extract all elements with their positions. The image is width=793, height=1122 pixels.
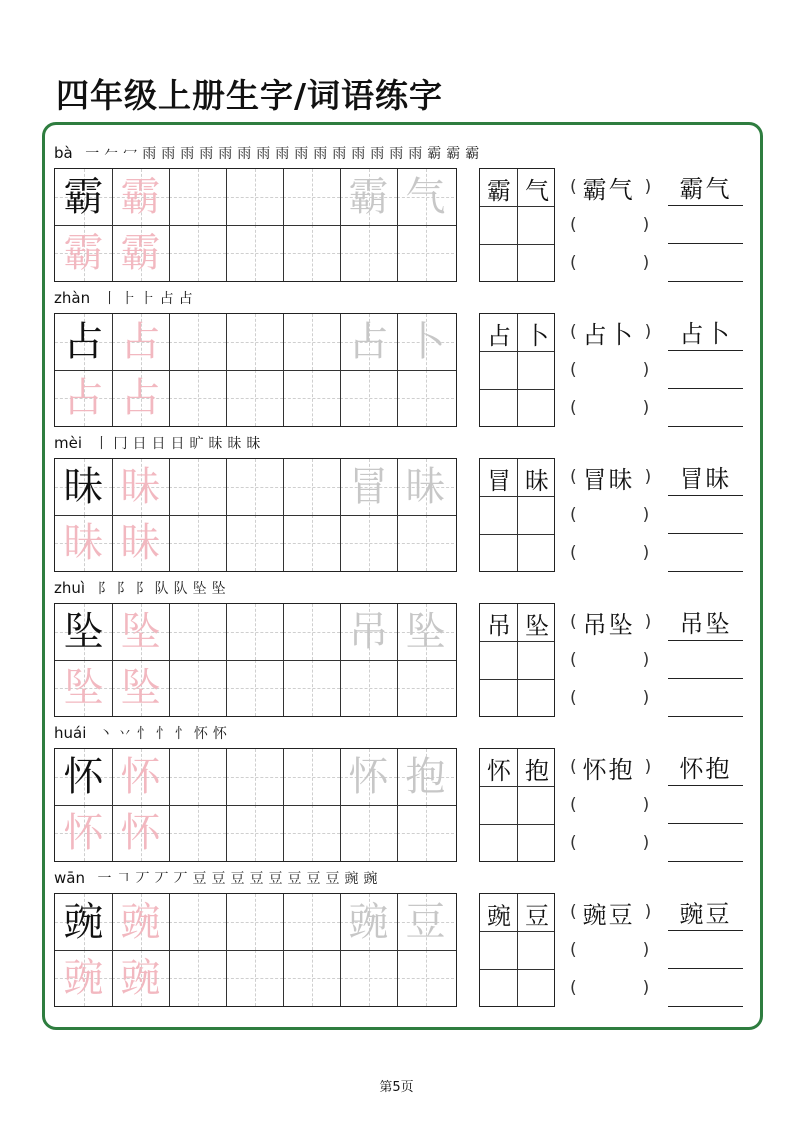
word-hint-character: 吊 [348, 609, 389, 655]
stroke-step: 𠃍 [116, 871, 131, 887]
stroke-step: 豆 [249, 871, 264, 887]
pinyin-label: mèi [54, 434, 83, 452]
stroke-step: 豆 [306, 871, 321, 887]
word-hint-character: 坠 [405, 609, 446, 655]
grid-cell[interactable] [283, 459, 340, 515]
trace-character: 怀 [120, 810, 161, 856]
stroke-step: 雨 [142, 146, 157, 162]
grid-cell[interactable] [226, 950, 283, 1006]
stroke-step: 占 [159, 291, 174, 307]
paren-word: 占卜 [582, 320, 635, 349]
character-section [0, 281, 793, 426]
stroke-step: 雨 [332, 146, 347, 162]
paren-blank[interactable]: ( ) [570, 398, 650, 418]
grid-cell[interactable] [397, 660, 454, 716]
stroke-order [95, 578, 228, 598]
paren-word: 冒昧 [582, 465, 635, 494]
answer-line[interactable] [668, 534, 743, 572]
answer-line[interactable] [668, 351, 743, 389]
grid-cell[interactable] [283, 370, 340, 426]
trace-character: 昧 [63, 520, 104, 566]
stroke-step: 丆 [173, 871, 188, 887]
trace-character: 坠 [120, 665, 161, 711]
answer-line[interactable] [668, 679, 743, 717]
model-character: 豌 [63, 899, 104, 945]
stroke-order [100, 288, 195, 308]
paren-blank[interactable]: ( ) [570, 688, 650, 708]
grid-cell[interactable] [283, 660, 340, 716]
practice-grid [54, 168, 457, 282]
word-character: 占 [487, 321, 511, 350]
practice-grid [54, 603, 457, 717]
trace-character: 豌 [120, 899, 161, 945]
stroke-step: 豆 [325, 871, 340, 887]
paren-word: 豌豆 [582, 900, 635, 929]
grid-cell[interactable] [169, 225, 226, 281]
paren-blank: ( 冒昧 ) [570, 458, 651, 496]
grid-cell[interactable] [283, 515, 340, 571]
grid-cell[interactable] [226, 660, 283, 716]
stroke-step: 一 [97, 871, 112, 887]
stroke-step: 坠 [192, 581, 207, 597]
answer-line[interactable] [668, 641, 743, 679]
trace-character: 豌 [120, 955, 161, 1001]
word-hint-character: 昧 [405, 464, 446, 510]
paren-blank: ( 豌豆 ) [570, 893, 651, 931]
stroke-step: 旷 [189, 436, 204, 452]
paren-word: 吊坠 [582, 610, 635, 639]
grid-divider [480, 969, 554, 970]
stroke-step: 冖 [123, 146, 138, 162]
grid-cell[interactable] [169, 894, 226, 950]
trace-character: 霸 [120, 230, 161, 276]
pinyin-label: zhuì [54, 579, 86, 597]
answer-line[interactable] [668, 206, 743, 244]
grid-cell[interactable] [283, 805, 340, 861]
stroke-step: 阝 [116, 581, 131, 597]
practice-grid [54, 458, 457, 572]
answer-line[interactable] [668, 389, 743, 427]
grid-cell[interactable] [226, 894, 283, 950]
word-hint-character: 抱 [405, 754, 446, 800]
trace-character: 占 [120, 319, 161, 365]
stroke-step: 丨 [94, 436, 109, 452]
word-grid [479, 893, 555, 1007]
grid-divider [480, 389, 554, 390]
practice-grid [54, 893, 457, 1007]
word-character: 豆 [525, 901, 549, 930]
stroke-step: 丨 [102, 291, 117, 307]
word-hint-character: 霸 [348, 174, 389, 220]
stroke-step: 怀 [193, 726, 208, 742]
stroke-step: 雨 [351, 146, 366, 162]
stroke-step: 雨 [237, 146, 252, 162]
paren-blank[interactable]: ( ) [570, 360, 650, 380]
grid-cell[interactable] [340, 660, 397, 716]
word-character: 怀 [487, 756, 511, 785]
stroke-step: 雨 [389, 146, 404, 162]
grid-cell[interactable] [169, 459, 226, 515]
grid-divider [480, 534, 554, 535]
practice-grid [54, 313, 457, 427]
stroke-step: 豆 [230, 871, 245, 887]
stroke-step: 冂 [113, 436, 128, 452]
grid-cell[interactable] [397, 515, 454, 571]
paren-blank: ( 占卜 ) [570, 313, 651, 351]
grid-cell[interactable] [226, 805, 283, 861]
word-character: 坠 [525, 611, 549, 640]
word-character: 气 [525, 176, 549, 205]
grid-cell[interactable] [283, 749, 340, 805]
stroke-step: 霸 [427, 146, 442, 162]
answer-line-word: 豌豆 [668, 893, 743, 931]
grid-cell[interactable] [340, 225, 397, 281]
paren-blank[interactable]: ( ) [570, 505, 650, 525]
practice-grid [54, 748, 457, 862]
grid-cell[interactable] [226, 749, 283, 805]
stroke-step: 昧 [246, 436, 261, 452]
grid-cell[interactable] [283, 314, 340, 370]
word-character: 昧 [525, 466, 549, 495]
stroke-step: 雨 [218, 146, 233, 162]
answer-line-word: 占卜 [668, 313, 743, 351]
grid-cell[interactable] [169, 314, 226, 370]
stroke-step: 霸 [446, 146, 461, 162]
grid-cell[interactable] [283, 604, 340, 660]
stroke-step: 雨 [199, 146, 214, 162]
stroke-step: 雨 [313, 146, 328, 162]
stroke-step: 丆 [154, 871, 169, 887]
paren-blank[interactable]: ( ) [570, 215, 650, 235]
paren-blank: ( 怀抱 ) [570, 748, 651, 786]
stroke-step: 坠 [211, 581, 226, 597]
stroke-step: 豌 [344, 871, 359, 887]
answer-line[interactable] [668, 496, 743, 534]
stroke-step: 豆 [268, 871, 283, 887]
grid-cell[interactable] [169, 660, 226, 716]
word-hint-character: 冒 [348, 464, 389, 510]
stroke-step: 日 [151, 436, 166, 452]
stroke-step: 昧 [227, 436, 242, 452]
grid-cell[interactable] [226, 459, 283, 515]
stroke-order [83, 143, 482, 163]
grid-cell[interactable] [169, 950, 226, 1006]
grid-divider [480, 824, 554, 825]
trace-character: 占 [63, 375, 104, 421]
stroke-step: 雨 [294, 146, 309, 162]
model-character: 昧 [63, 464, 104, 510]
stroke-step: 忄 [136, 726, 151, 742]
pinyin-label: wān [54, 869, 85, 887]
grid-cell[interactable] [169, 604, 226, 660]
grid-cell[interactable] [283, 950, 340, 1006]
grid-cell[interactable] [397, 805, 454, 861]
trace-character: 昧 [120, 464, 161, 510]
word-hint-character: 占 [348, 319, 389, 365]
stroke-step: 丆 [135, 871, 150, 887]
grid-cell[interactable] [169, 805, 226, 861]
stroke-step: 一 [85, 146, 100, 162]
stroke-step: 怀 [212, 726, 227, 742]
trace-character: 坠 [120, 609, 161, 655]
word-hint-character: 气 [405, 174, 446, 220]
page-number: 第5页 [379, 1080, 414, 1095]
trace-character: 霸 [63, 230, 104, 276]
paren-blank: ( 吊坠 ) [570, 603, 651, 641]
word-character: 吊 [487, 611, 511, 640]
paren-blank[interactable]: ( ) [570, 940, 650, 960]
answer-line-word: 怀抱 [668, 748, 743, 786]
character-section [0, 136, 793, 281]
stroke-step: 丶 [98, 726, 113, 742]
stroke-step: 队 [173, 581, 188, 597]
answer-line[interactable] [668, 824, 743, 862]
paren-blank[interactable]: ( ) [570, 833, 650, 853]
pinyin-stroke-line [54, 718, 229, 748]
character-section [0, 426, 793, 571]
trace-character: 占 [120, 375, 161, 421]
model-character: 怀 [63, 754, 104, 800]
stroke-step: 𠂉 [104, 146, 119, 162]
stroke-step: 豆 [192, 871, 207, 887]
word-hint-character: 豆 [405, 899, 446, 945]
stroke-step: 阝 [135, 581, 150, 597]
pinyin-stroke-line [54, 428, 263, 458]
answer-line-word: 霸气 [668, 168, 743, 206]
grid-cell[interactable] [226, 225, 283, 281]
answer-line[interactable] [668, 931, 743, 969]
stroke-step: 日 [132, 436, 147, 452]
paren-word: 霸气 [582, 175, 635, 204]
stroke-step: 丷 [117, 726, 132, 742]
trace-character: 怀 [63, 810, 104, 856]
answer-line[interactable] [668, 786, 743, 824]
stroke-step: 雨 [275, 146, 290, 162]
page-title: 四年级上册生字/词语练字 [56, 76, 444, 115]
character-section [0, 716, 793, 861]
grid-cell[interactable] [283, 894, 340, 950]
word-character: 冒 [487, 466, 511, 495]
word-character: 霸 [487, 176, 511, 205]
stroke-step: 豆 [211, 871, 226, 887]
paren-word: 怀抱 [582, 755, 635, 784]
grid-cell[interactable] [226, 169, 283, 225]
stroke-order [92, 433, 263, 453]
grid-cell[interactable] [397, 950, 454, 1006]
model-character: 占 [63, 319, 104, 365]
stroke-step: 占 [178, 291, 193, 307]
grid-cell[interactable] [340, 370, 397, 426]
trace-character: 昧 [120, 520, 161, 566]
grid-cell[interactable] [169, 515, 226, 571]
answer-line-word: 吊坠 [668, 603, 743, 641]
trace-character: 豌 [63, 955, 104, 1001]
stroke-step: 雨 [161, 146, 176, 162]
paren-blank: ( 霸气 ) [570, 168, 651, 206]
paren-blank[interactable]: ( ) [570, 650, 650, 670]
grid-cell[interactable] [397, 370, 454, 426]
stroke-step: 昧 [208, 436, 223, 452]
grid-cell[interactable] [340, 950, 397, 1006]
stroke-step: 豆 [287, 871, 302, 887]
word-grid [479, 458, 555, 572]
pinyin-stroke-line [54, 138, 482, 168]
paren-blank[interactable]: ( ) [570, 543, 650, 563]
stroke-step: 雨 [408, 146, 423, 162]
stroke-step: 队 [154, 581, 169, 597]
paren-blank[interactable]: ( ) [570, 253, 650, 273]
word-hint-character: 豌 [348, 899, 389, 945]
model-character: 霸 [63, 174, 104, 220]
answer-line-word: 冒昧 [668, 458, 743, 496]
character-section [0, 571, 793, 716]
word-character: 卜 [525, 321, 549, 350]
word-grid [479, 313, 555, 427]
stroke-step: 豌 [363, 871, 378, 887]
grid-cell[interactable] [226, 314, 283, 370]
grid-cell[interactable] [340, 805, 397, 861]
model-character: 坠 [63, 609, 104, 655]
pinyin-stroke-line [54, 573, 228, 603]
word-hint-character: 怀 [348, 754, 389, 800]
word-grid [479, 748, 555, 862]
stroke-step: 阝 [97, 581, 112, 597]
grid-cell[interactable] [340, 515, 397, 571]
word-character: 抱 [525, 756, 549, 785]
stroke-step: 雨 [370, 146, 385, 162]
grid-cell[interactable] [226, 604, 283, 660]
grid-cell[interactable] [169, 169, 226, 225]
stroke-step: ⺊ [140, 291, 155, 307]
grid-cell[interactable] [226, 370, 283, 426]
character-section [0, 861, 793, 1006]
trace-character: 坠 [63, 665, 104, 711]
answer-line[interactable] [668, 969, 743, 1007]
word-grid [479, 603, 555, 717]
pinyin-label: bà [54, 144, 73, 162]
stroke-step: ⺊ [121, 291, 136, 307]
grid-cell[interactable] [169, 749, 226, 805]
trace-character: 怀 [120, 754, 161, 800]
answer-line[interactable] [668, 244, 743, 282]
grid-cell[interactable] [226, 515, 283, 571]
stroke-step: 雨 [180, 146, 195, 162]
stroke-order [96, 723, 229, 743]
paren-blank[interactable]: ( ) [570, 795, 650, 815]
stroke-step: 忄 [155, 726, 170, 742]
pinyin-label: huái [54, 724, 87, 742]
pinyin-stroke-line [54, 283, 195, 313]
word-grid [479, 168, 555, 282]
word-hint-character: 卜 [405, 319, 446, 365]
grid-cell[interactable] [397, 225, 454, 281]
pinyin-label: zhàn [54, 289, 91, 307]
paren-blank[interactable]: ( ) [570, 978, 650, 998]
grid-cell[interactable] [169, 370, 226, 426]
stroke-step: 日 [170, 436, 185, 452]
grid-cell[interactable] [283, 225, 340, 281]
pinyin-stroke-line [54, 863, 380, 893]
stroke-order [95, 868, 380, 888]
stroke-step: 霸 [465, 146, 480, 162]
stroke-step: 雨 [256, 146, 271, 162]
stroke-step: 忄 [174, 726, 189, 742]
trace-character: 霸 [120, 174, 161, 220]
grid-cell[interactable] [283, 169, 340, 225]
grid-divider [480, 244, 554, 245]
grid-divider [480, 679, 554, 680]
word-character: 豌 [487, 901, 511, 930]
